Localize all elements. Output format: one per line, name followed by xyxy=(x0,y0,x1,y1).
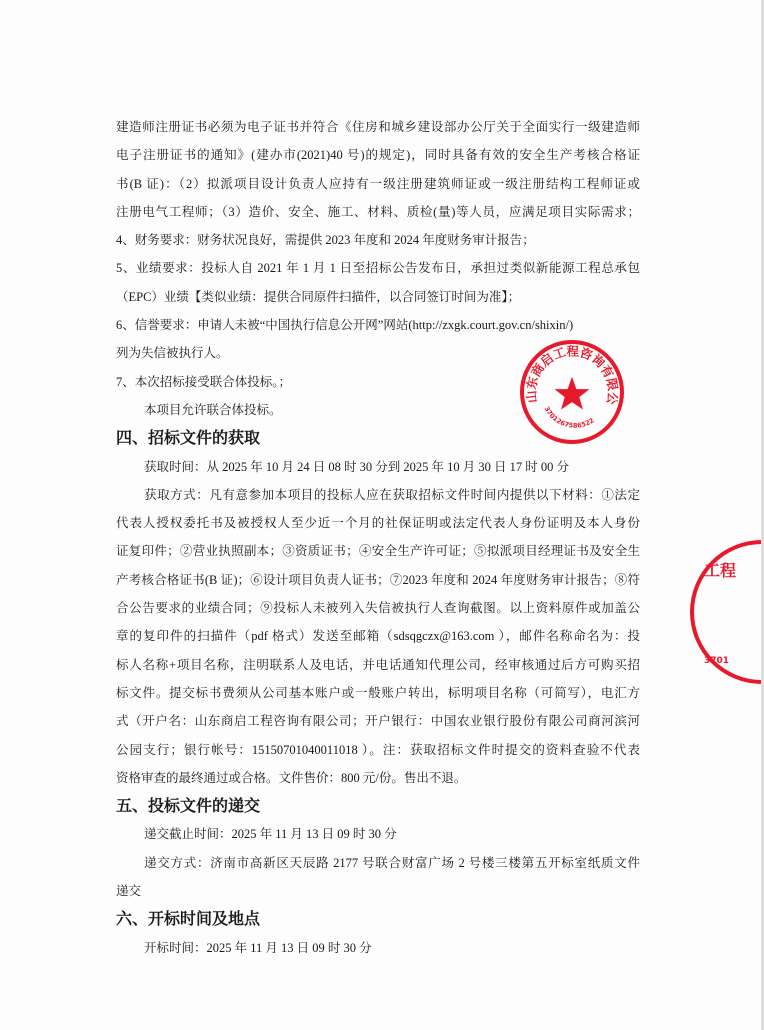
svg-text:3701267586522 xyxy=(543,405,596,430)
text-line: 5、业绩要求：投标人自 2021 年 1 月 1 日至招标公告发布日，承担过类似新能源工程总承包 xyxy=(116,261,640,276)
partial-seal xyxy=(690,540,762,684)
text-line: （EPC）业绩【类似业绩：提供合同原件扫描件，以合同签订时间为准】； xyxy=(116,289,521,304)
text-line: 6、信誉要求：申请人未被“中国执行信息公开网”网站(http://zxgk.court.gov.cn/shixin/) xyxy=(116,318,574,333)
star-icon xyxy=(555,377,590,410)
seal-graphic xyxy=(524,344,620,440)
text-line: 电子注册证书的通知》(建办市(2021)40 号)的规定)，同时具备有效的安全生产考核合格证 xyxy=(116,148,640,163)
text-line: 产考核合格证书(B 证)；⑥设计项目负责人证书；⑦2023 年度和 2024 年度财务审计报告；⑧符 xyxy=(116,572,640,587)
seal-name: 山东商启工程咨询有限公 xyxy=(524,344,620,406)
text-line: 式（开户名：山东商启工程咨询有限公司；开户银行：中国农业银行股份有限公司商河滨河 xyxy=(116,714,640,729)
text-line: 开标时间：2025 年 11 月 13 日 09 时 30 分 xyxy=(144,940,372,955)
text-line: 标人名称+项目名称，注明联系人及电话，并电话通知代理公司，经审核通过后方可购买招 xyxy=(116,657,640,672)
section-heading: 五、投标文件的递交 xyxy=(116,796,261,816)
text-line: 资格审查的最终通过或合格。文件售价：800 元/份。售出不退。 xyxy=(116,770,467,785)
seal-code: 3701267586522 xyxy=(542,405,596,430)
text-line: 递交方式：济南市高新区天辰路 2177 号联合财富广场 2 号楼三楼第五开标室纸质文件 xyxy=(144,855,640,870)
text-line: 7、本次招标接受联合体投标。； xyxy=(116,374,292,389)
text-line: 代表人授权委托书及被授权人至少近一个月的社保证明或法定代表人身份证明及本人身份 xyxy=(116,516,640,531)
text-line: 建造师注册证书必须为电子证书并符合《住房和城乡建设部办公厅关于全面实行一级建造师 xyxy=(116,120,640,134)
text-line: 书(B 证)：（2）拟派项目设计负责人应持有一级注册建筑师证或一级注册结构工程师证或 xyxy=(116,176,640,191)
text-line: 注册电气工程师；（3）造价、安全、施工、材料、质检(量)等人员，应满足项目实际需求； xyxy=(116,204,640,219)
text-line: 4、财务要求：财务状况良好，需提供 2023 年度和 2024 年度财务审计报告； xyxy=(116,233,535,248)
section-heading: 四、招标文件的获取 xyxy=(116,428,261,448)
partial-seal-name: 工程 xyxy=(704,561,737,580)
company-seal xyxy=(520,340,624,444)
text-line: 递交 xyxy=(116,884,142,899)
partial-seal-code: 3701 xyxy=(704,656,730,666)
text-line: 合公告要求的业绩合同；⑨投标人未被列入失信被执行人查询截图。以上资料原件或加盖公 xyxy=(116,601,640,616)
document-body xyxy=(116,113,640,962)
text-line: 本项目允许联合体投标。 xyxy=(144,402,282,417)
text-line: 公园支行；银行帐号：15150701040011018 ）。注：获取招标文件时提交的资料查验不代表 xyxy=(116,742,640,757)
text-line: 递交截止时间：2025 年 11 月 13 日 09 时 30 分 xyxy=(144,827,397,842)
text-line: 列为失信被执行人。 xyxy=(116,346,229,361)
text-line: 证复印件；②营业执照副本；③资质证书；④安全生产许可证；⑤拟派项目经理证书及安全生 xyxy=(116,544,640,559)
text-line: 获取时间：从 2025 年 10 月 24 日 08 时 30 分到 2025 年 10 月 30 日 17 时 00 分 xyxy=(144,459,570,474)
text-line: 章的复印件的扫描件（pdf 格式）发送至邮箱（sdsqgczx@163.com ），邮件名称命名为：投 xyxy=(116,629,640,644)
section-heading: 六、开标时间及地点 xyxy=(116,909,261,929)
text-line: 获取方式：凡有意参加本项目的投标人应在获取招标文件时间内提供以下材料：①法定 xyxy=(144,487,640,502)
text-line: 标文件。提交标书费须从公司基本账户或一般账户转出，标明项目名称（可简写），电汇方 xyxy=(116,685,640,700)
